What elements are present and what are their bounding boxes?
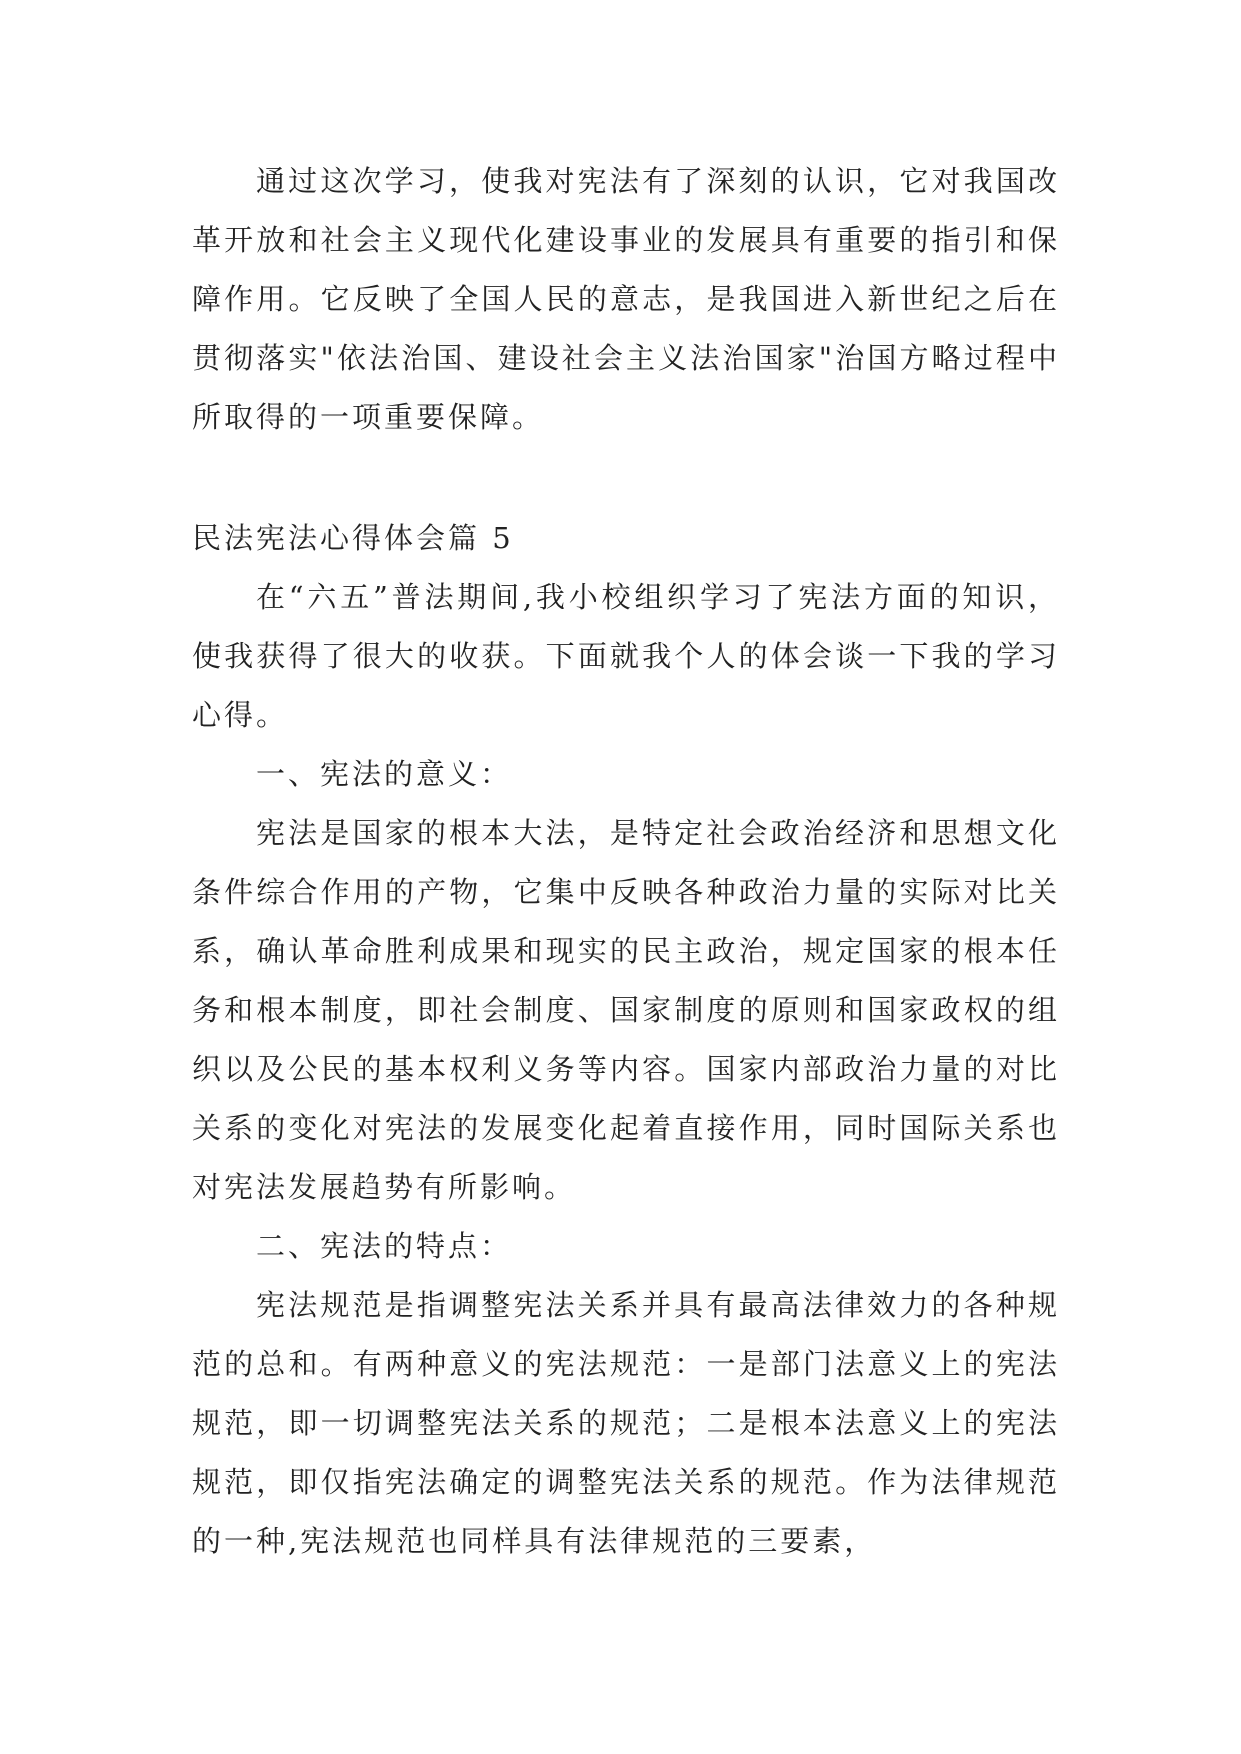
section-paragraph-opening: 在“六五”普法期间,我小校组织学习了宪法方面的知识，使我获得了很大的收获。下面就我个人的体会谈一下我的学习心得。 [192,580,1060,732]
heading-constitution-features: 二、宪法的特点： [256,1229,513,1263]
document-body [192,152,1060,1571]
section-title: 民法宪法心得体会篇 5 [192,521,514,555]
intro-paragraph: 通过这次学习，使我对宪法有了深刻的认识，它对我国改革开放和社会主义现代化建设事业的发展具有重要的指引和保障作用。它反映了全国人民的意志，是我国进入新世纪之后在贯彻落实"依法治国、建设社会主义法治国家"治国方略过程中所取得的一项重要保障。 [192,164,1060,434]
paragraph-constitution-meaning: 宪法是国家的根本大法，是特定社会政治经济和思想文化条件综合作用的产物，它集中反映各种政治力量的实际对比关系，确认革命胜利成果和现实的民主政治，规定国家的根本任务和根本制度，即社会制度、国家制度的原则和国家政权的组织以及公民的基本权利义务等内容。国家内部政治力量的对比关系的变化对宪法的发展变化起着直接作用，同时国际关系也对宪法发展趋势有所影响。 [192,816,1060,1204]
paragraph-constitution-features: 宪法规范是指调整宪法关系并具有最高法律效力的各种规范的总和。有两种意义的宪法规范：一是部门法意义上的宪法规范，即一切调整宪法关系的规范；二是根本法意义上的宪法规范，即仅指宪法确定的调整宪法关系的规范。作为法律规范的一种,宪法规范也同样具有法律规范的三要素， [192,1288,1060,1558]
heading-constitution-meaning: 一、宪法的意义： [256,757,513,791]
